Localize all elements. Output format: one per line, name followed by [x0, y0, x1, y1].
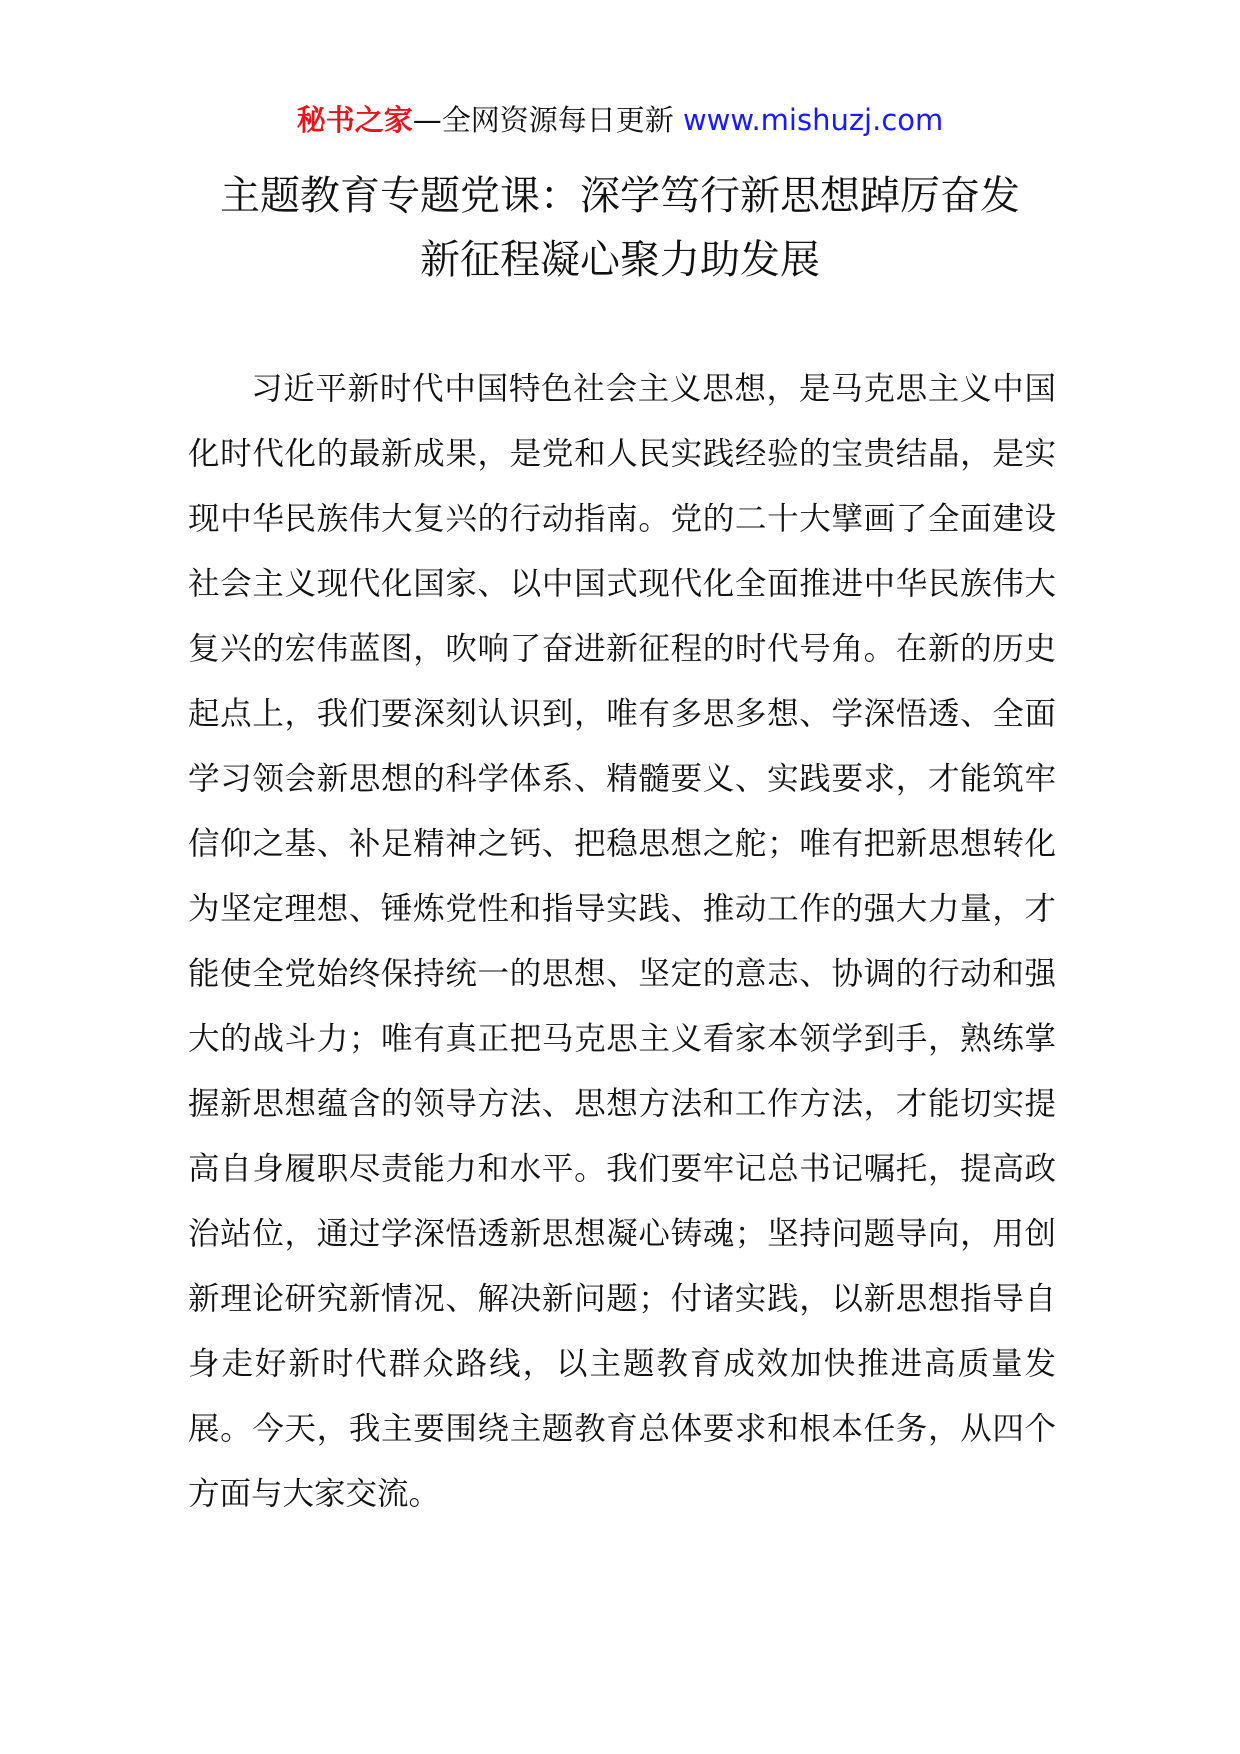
document-title: [0, 164, 1240, 292]
title-line-1: 主题教育专题党课：深学笃行新思想踔厉奋发: [220, 173, 1020, 219]
site-brand: 秘书之家: [296, 103, 413, 137]
site-tagline: —全网资源每日更新: [412, 103, 683, 137]
body-paragraph: 习近平新时代中国特色社会主义思想，是马克思主义中国化时代化的最新成果，是党和人民实践经验的宝贵结晶，是实现中华民族伟大复兴的行动指南。党的二十大擘画了全面建设社会主义现代化国家、以中国式现代化全面推进中华民族伟大复兴的宏伟蓝图，吹响了奋进新征程的时代号角。在新的历史起点上，我们要深刻认识到，唯有多思多想、学深悟透、全面学习领会新思想的科学体系、精髓要义、实践要求，才能筑牢信仰之基、补足精神之钙、把稳思想之舵；唯有把新思想转化为坚定理想、锤炼党性和指导实践、推动工作的强大力量，才能使全党始终保持统一的思想、坚定的意志、协调的行动和强大的战斗力；唯有真正把马克思主义看家本领学到手，熟练掌握新思想蕴含的领导方法、思想方法和工作方法，才能切实提高自身履职尽责能力和水平。我们要牢记总书记嘱托，提高政治站位，通过学深悟透新思想凝心铸魂；坚持问题导向，用创新理论研究新情况、解决新问题；付诸实践，以新思想指导自身走好新时代群众路线，以主题教育成效加快推进高质量发展。今天，我主要围绕主题教育总体要求和根本任务，从四个方面与大家交流。: [188, 371, 1056, 1512]
title-line-2: 新征程凝心聚力助发展: [420, 237, 820, 283]
site-header: [0, 100, 1240, 140]
site-url-link[interactable]: www.mishuzj.com: [682, 103, 944, 137]
